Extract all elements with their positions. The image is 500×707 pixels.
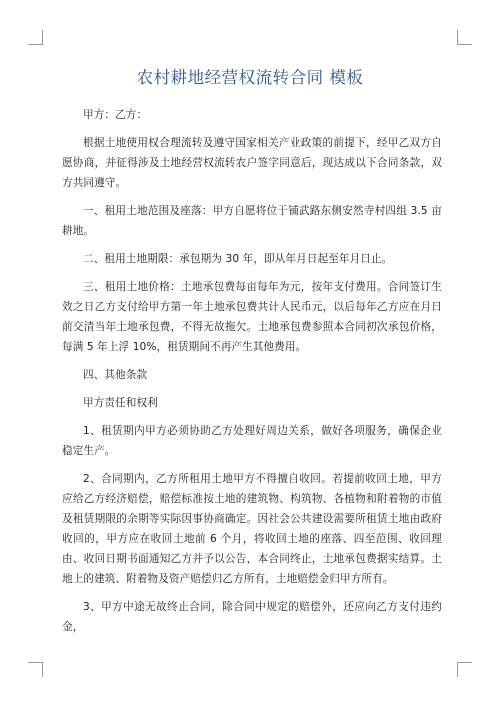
preamble-paragraph: 根据土地使用权合理流转及遵守国家相关产业政策的前提下，经甲乙双方自愿协商，并征得涉及土地经营权流转农户签字同意后，现达成以下合同条款，双方共同遵守。	[62, 137, 442, 189]
crop-mark-top-left	[28, 30, 43, 45]
document-body	[62, 105, 442, 645]
party-line: 甲方：乙方：	[83, 109, 148, 121]
clause-3-price: 三、租用土地价格：土地承包费每亩每年为元，按年支付费用。合同签订生效之日乙方支付给甲方第一年土地承包费共计人民币元，以后每年乙方应在月日前交清当年土地承包费，不得无故拖欠。土地承包费参照本合同初次承包价格，每满 5 年上浮 10%，租赁期间不再产生其他费用。	[62, 281, 442, 353]
party-a-heading: 甲方责任和权利	[83, 397, 158, 409]
item-2: 2、合同期内，乙方所租用土地甲方不得擅自收回。若提前收回土地，甲方应给乙方经济赔偿，赔偿标准按土地的建筑物、构筑物、各植物和附着物的市值及租赁期限的余期等实际因事协商确定。因社会公共建设需要所租赁土地由政府收回的，甲方应在收回土地前 6 个月，将收回土地的座落、四至范围、收回理由、收回日期书面通知乙方并予以公告，本合同终止，土地承包费据实结算。土地上的建筑、附着物及资产赔偿归乙方所有，土地赔偿金归甲方所有。	[62, 473, 442, 585]
document-title: 农村耕地经营权流转合同 模板	[136, 68, 364, 87]
clause-4-heading: 四、其他条款	[83, 369, 148, 381]
clause-2-term: 二、租用土地期限：承包期为 30 年，即从年月日起至年月日止。	[83, 253, 393, 265]
crop-mark-bottom-right	[457, 662, 472, 677]
crop-mark-bottom-left	[28, 662, 43, 677]
item-3: 3、甲方中途无故终止合同，除合同中规定的赔偿外，还应向乙方支付违约金，	[62, 601, 442, 633]
crop-mark-top-right	[457, 30, 472, 45]
clause-1-scope: 一、租用土地范围及座落：甲方自愿将位于铺武路东侧安然寺村四组 3.5 亩耕地。	[62, 205, 442, 237]
item-1: 1、租赁期内甲方必须协助乙方处理好周边关系，做好各项服务，确保企业稳定生产。	[62, 425, 442, 457]
